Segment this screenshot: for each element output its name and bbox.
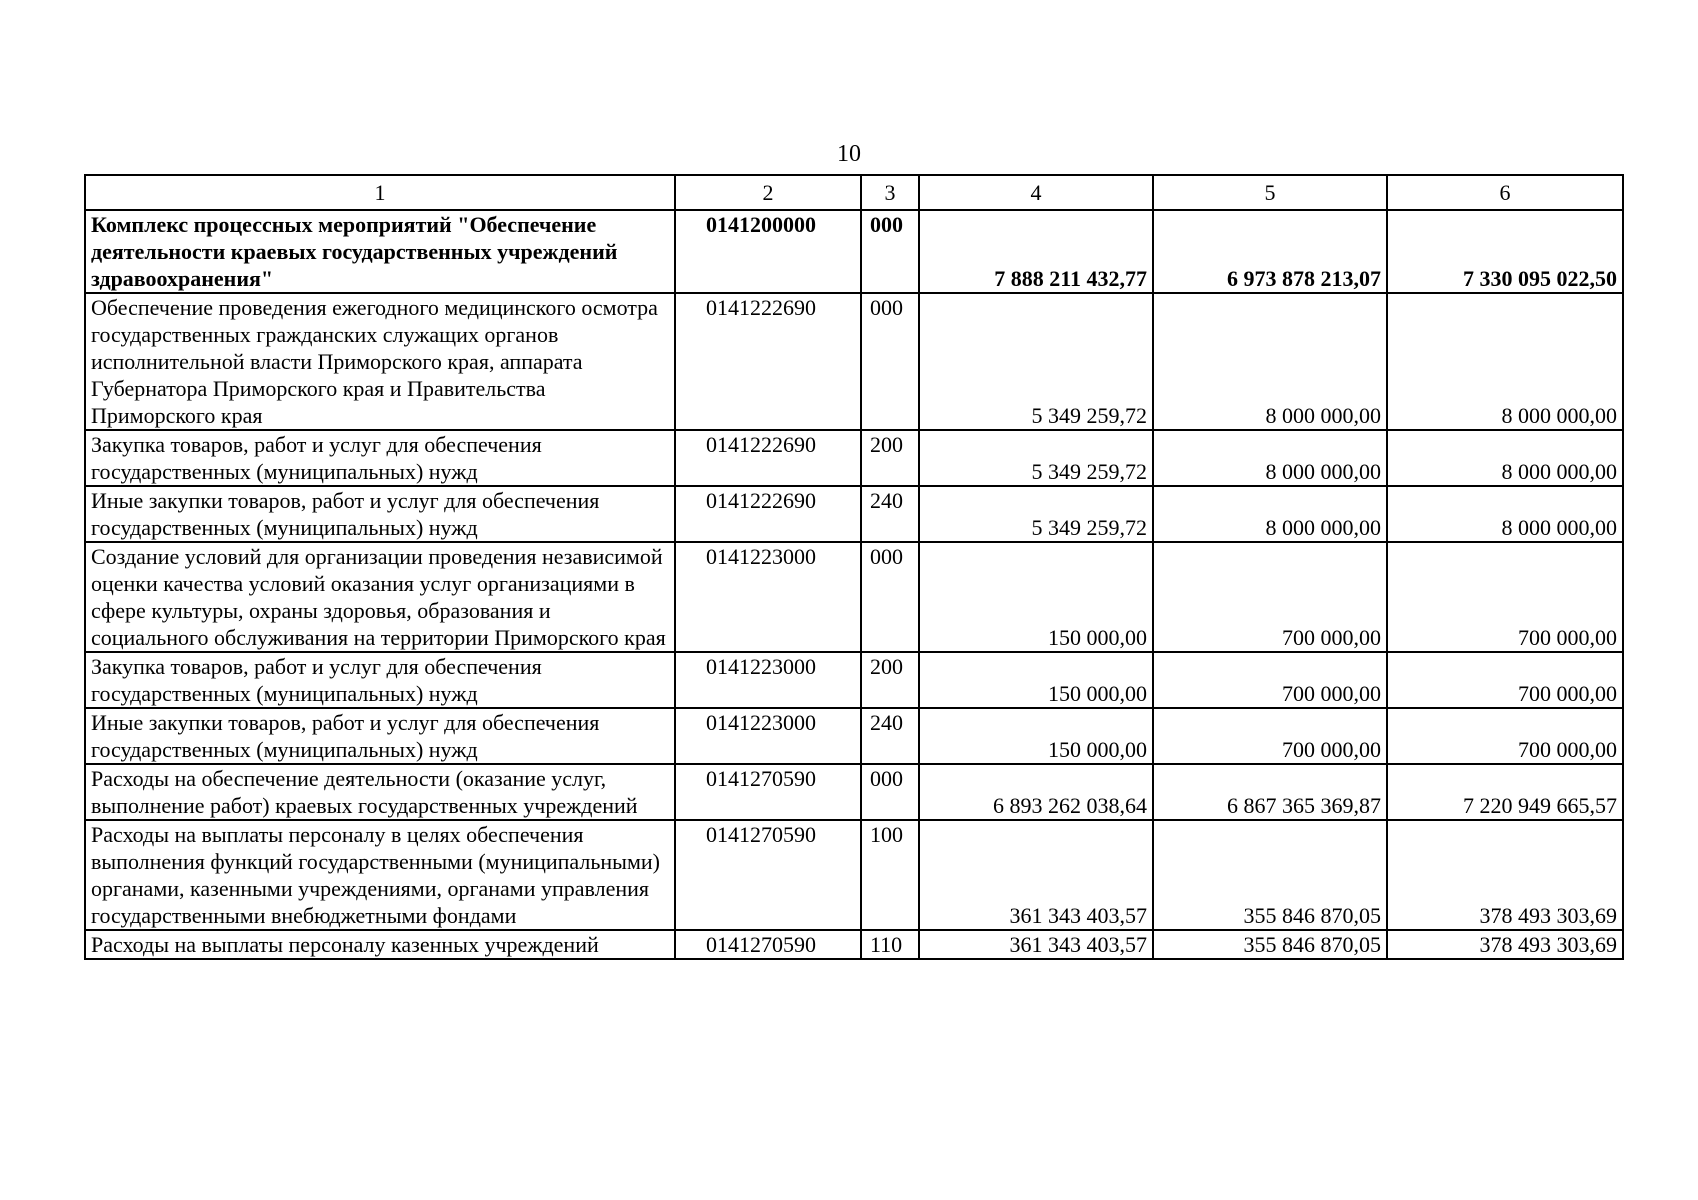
row-amount-col5: 6 867 365 369,87 — [1153, 764, 1387, 820]
table-row — [85, 820, 1623, 930]
row-amount-col4: 150 000,00 — [919, 708, 1153, 764]
table-body — [85, 210, 1623, 959]
row-vr: 000 — [861, 293, 919, 430]
row-amount-col4: 5 349 259,72 — [919, 293, 1153, 430]
budget-table — [84, 174, 1624, 960]
row-name: Расходы на обеспечение деятельности (оказание услуг, выполнение работ) краевых государственных учреждений — [85, 764, 675, 820]
row-csr: 0141223000 — [675, 542, 861, 652]
row-name: Расходы на выплаты персоналу казенных учреждений — [85, 930, 675, 959]
row-name: Расходы на выплаты персоналу в целях обеспечения выполнения функций государственными (муниципальными) органами, казенными учреждениями, органами управления государственными внебюджетными фондами — [85, 820, 675, 930]
row-amount-col6: 378 493 303,69 — [1387, 820, 1623, 930]
row-amount-col6: 378 493 303,69 — [1387, 930, 1623, 959]
table-row — [85, 486, 1623, 542]
row-amount-col6: 700 000,00 — [1387, 652, 1623, 708]
row-csr: 0141223000 — [675, 652, 861, 708]
row-amount-col5: 700 000,00 — [1153, 652, 1387, 708]
table-row — [85, 708, 1623, 764]
row-name: Иные закупки товаров, работ и услуг для обеспечения государственных (муниципальных) нужд — [85, 708, 675, 764]
row-vr: 110 — [861, 930, 919, 959]
row-amount-col4: 150 000,00 — [919, 652, 1153, 708]
table-row — [85, 764, 1623, 820]
header-col-1: 1 — [85, 175, 675, 210]
row-amount-col5: 8 000 000,00 — [1153, 486, 1387, 542]
row-name: Комплекс процессных мероприятий "Обеспечение деятельности краевых государственных учреждений здравоохранения" — [85, 210, 675, 293]
row-vr: 200 — [861, 430, 919, 486]
row-name: Иные закупки товаров, работ и услуг для обеспечения государственных (муниципальных) нужд — [85, 486, 675, 542]
row-amount-col4: 7 888 211 432,77 — [919, 210, 1153, 293]
row-amount-col4: 5 349 259,72 — [919, 430, 1153, 486]
header-col-5: 5 — [1153, 175, 1387, 210]
row-vr: 200 — [861, 652, 919, 708]
row-vr: 240 — [861, 486, 919, 542]
row-amount-col6: 700 000,00 — [1387, 542, 1623, 652]
row-amount-col6: 8 000 000,00 — [1387, 430, 1623, 486]
row-amount-col4: 6 893 262 038,64 — [919, 764, 1153, 820]
row-vr: 000 — [861, 764, 919, 820]
table-row — [85, 652, 1623, 708]
row-amount-col6: 7 220 949 665,57 — [1387, 764, 1623, 820]
row-amount-col6: 8 000 000,00 — [1387, 486, 1623, 542]
header-row — [85, 175, 1623, 210]
row-csr: 0141270590 — [675, 930, 861, 959]
row-vr: 000 — [861, 210, 919, 293]
table-row — [85, 293, 1623, 430]
table-row — [85, 210, 1623, 293]
row-amount-col5: 6 973 878 213,07 — [1153, 210, 1387, 293]
header-col-6: 6 — [1387, 175, 1623, 210]
row-csr: 0141270590 — [675, 820, 861, 930]
row-amount-col6: 7 330 095 022,50 — [1387, 210, 1623, 293]
row-csr: 0141223000 — [675, 708, 861, 764]
row-amount-col4: 361 343 403,57 — [919, 930, 1153, 959]
row-name: Создание условий для организации проведения независимой оценки качества условий оказания услуг организациями в сфере культуры, охраны здоровья, образования и социального обслуживания на территории Приморского края — [85, 542, 675, 652]
row-amount-col5: 8 000 000,00 — [1153, 430, 1387, 486]
row-amount-col5: 700 000,00 — [1153, 708, 1387, 764]
header-col-4: 4 — [919, 175, 1153, 210]
page-number: 10 — [837, 141, 861, 167]
table-row — [85, 542, 1623, 652]
row-csr: 0141222690 — [675, 486, 861, 542]
header-col-2: 2 — [675, 175, 861, 210]
row-amount-col5: 8 000 000,00 — [1153, 293, 1387, 430]
row-csr: 0141270590 — [675, 764, 861, 820]
row-amount-col6: 700 000,00 — [1387, 708, 1623, 764]
row-amount-col5: 700 000,00 — [1153, 542, 1387, 652]
row-amount-col6: 8 000 000,00 — [1387, 293, 1623, 430]
row-csr: 0141200000 — [675, 210, 861, 293]
row-vr: 240 — [861, 708, 919, 764]
header-col-3: 3 — [861, 175, 919, 210]
row-vr: 000 — [861, 542, 919, 652]
table-row — [85, 430, 1623, 486]
row-csr: 0141222690 — [675, 430, 861, 486]
table-row — [85, 930, 1623, 959]
row-name: Закупка товаров, работ и услуг для обеспечения государственных (муниципальных) нужд — [85, 652, 675, 708]
row-vr: 100 — [861, 820, 919, 930]
row-amount-col5: 355 846 870,05 — [1153, 820, 1387, 930]
row-amount-col5: 355 846 870,05 — [1153, 930, 1387, 959]
row-name: Обеспечение проведения ежегодного медицинского осмотра государственных гражданских служащих органов исполнительной власти Приморского края, аппарата Губернатора Приморского края и Правительства Приморского края — [85, 293, 675, 430]
row-amount-col4: 361 343 403,57 — [919, 820, 1153, 930]
row-name: Закупка товаров, работ и услуг для обеспечения государственных (муниципальных) нужд — [85, 430, 675, 486]
row-csr: 0141222690 — [675, 293, 861, 430]
row-amount-col4: 5 349 259,72 — [919, 486, 1153, 542]
row-amount-col4: 150 000,00 — [919, 542, 1153, 652]
